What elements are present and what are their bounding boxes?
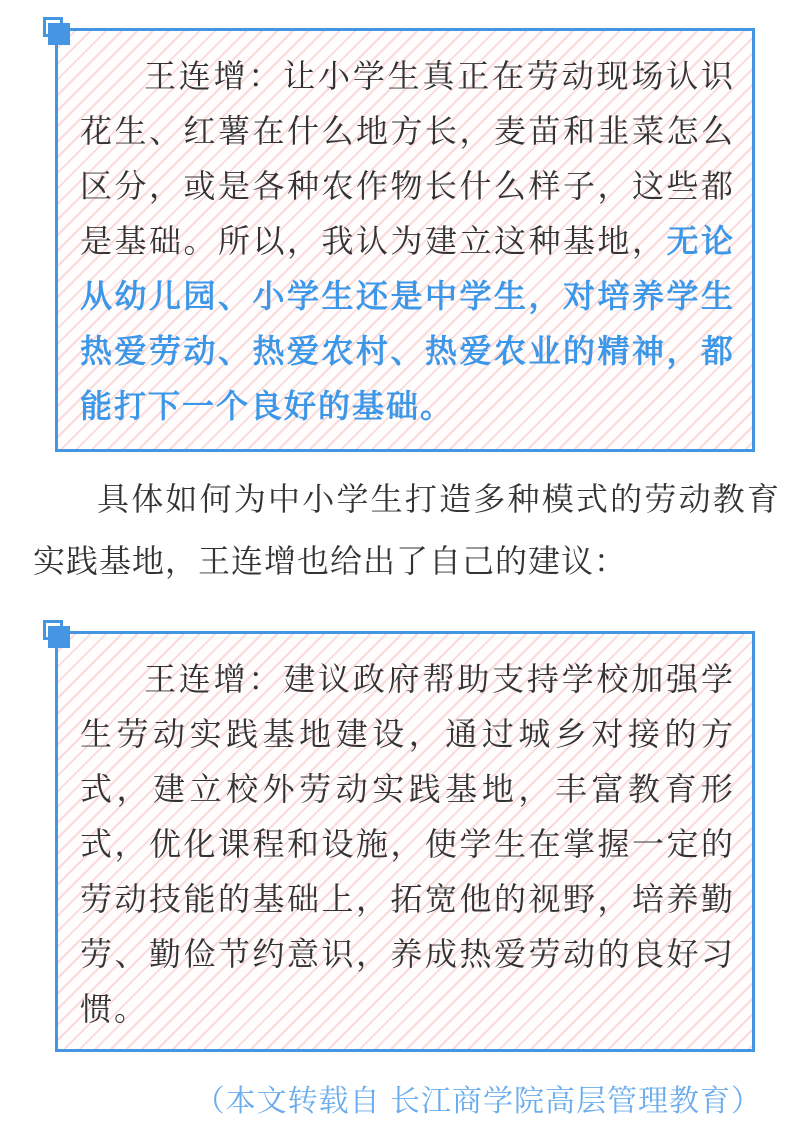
- quote-2-plain-text: 王连增：建议政府帮助支持学校加强学生劳动实践基地建设，通过城乡对接的方式，建立校外劳动实践基地，丰富教育形式，优化课程和设施，使学生在掌握一定的劳动技能的基础上，拓宽他的视野，培养勤劳、勤俭节约意识，养成热爱劳动的良好习惯。: [80, 661, 735, 1027]
- corner-filled-square-icon: [48, 23, 70, 45]
- quote-box-2: [55, 631, 755, 1052]
- quote-box-1: [55, 28, 755, 452]
- quote-1-text: [80, 49, 735, 434]
- corner-filled-square-icon: [48, 626, 70, 648]
- attribution-source-link[interactable]: （本文转载自 长江商学院高层管理教育）: [194, 1085, 762, 1118]
- quote-1-highlight-text: 无论从幼儿园、小学生还是中学生，对培养学生热爱劳动、热爱农村、热爱农业的精神，都能打下一个良好的基础。: [80, 223, 735, 424]
- lead-paragraph: 具体如何为中小学生打造多种模式的劳动教育实践基地，王连增也给出了自己的建议：: [33, 481, 780, 579]
- quote-1-plain-text: 王连增：让小学生真正在劳动现场认识花生、红薯在什么地方长，麦苗和韭菜怎么区分，或是各种农作物长什么样子，这些都是基础。所以，我认为建立这种基地，: [80, 58, 735, 259]
- quote-2-text: [80, 652, 735, 1037]
